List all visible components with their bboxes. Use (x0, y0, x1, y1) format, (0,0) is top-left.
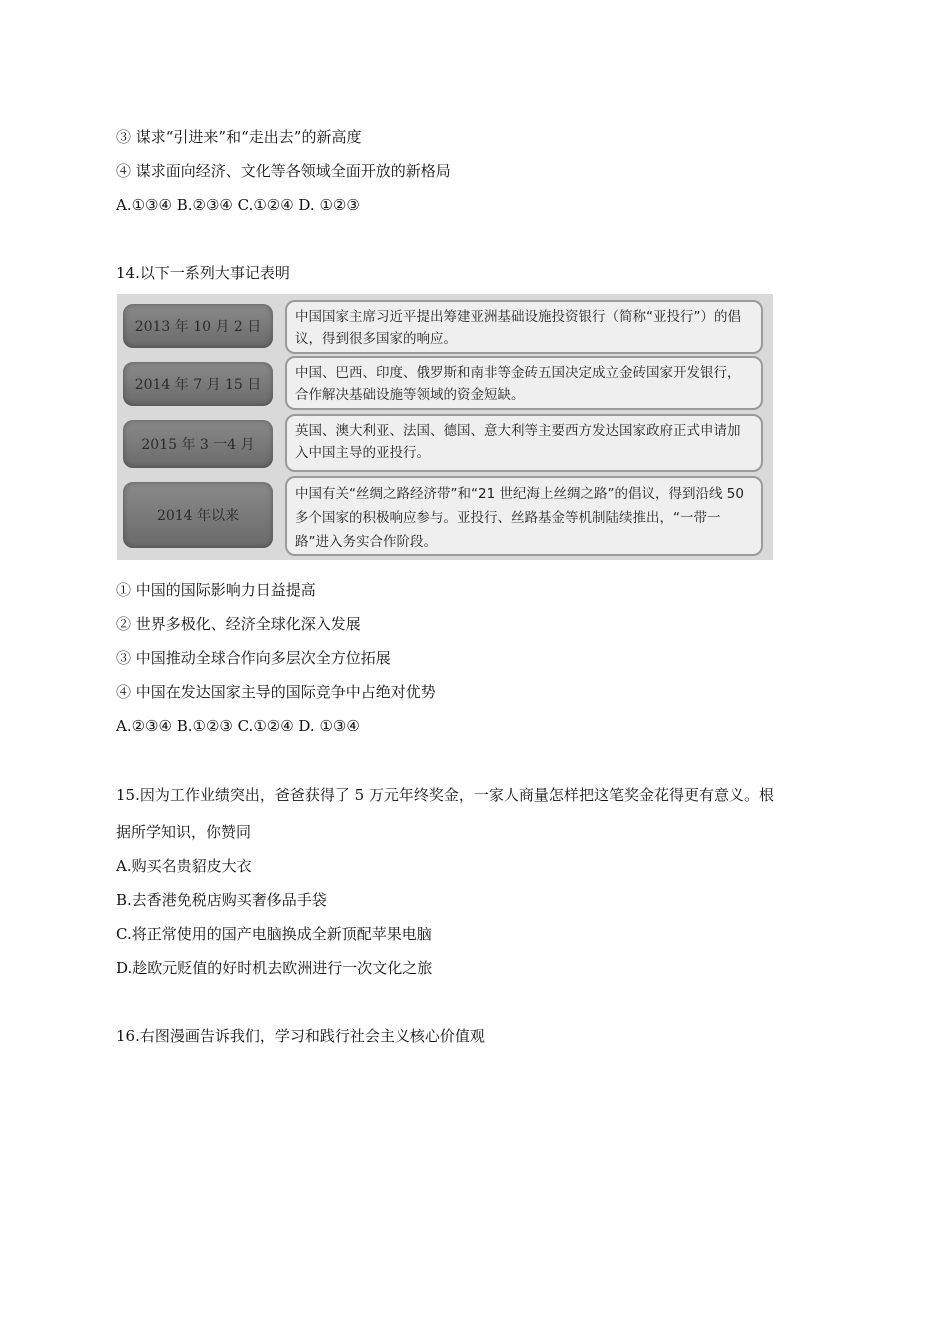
event-date: 2015 年 3 一4 月 (123, 420, 273, 468)
q16-stem: 16.右图漫画告诉我们，学习和践行社会主义核心价值观 (116, 1027, 485, 1045)
event-description: 中国、巴西、印度、俄罗斯和南非等金砖五国决定成立金砖国家开发银行，合作解决基础设施等领域的资金短缺。 (285, 356, 763, 410)
q14-option-1: ① 中国的国际影响力日益提高 (116, 581, 316, 599)
event-description: 中国有关“丝绸之路经济带”和“21 世纪海上丝绸之路”的倡议，得到沿线 50 多个国家的积极响应参与。亚投行、丝路基金等机制陆续推出，“一带一路”进入务实合作阶段。 (285, 476, 763, 556)
event-description: 中国国家主席习近平提出筹建亚洲基础设施投资银行（简称“亚投行”）的倡议，得到很多国家的响应。 (285, 300, 763, 354)
q13-option-3: ③ 谋求“引进来”和“走出去”的新高度 (116, 128, 362, 146)
event-date: 2013 年 10 月 2 日 (123, 304, 273, 348)
q14-answer-choices: A.②③④ B.①②③ C.①②④ D. ①③④ (116, 717, 360, 735)
q15-option-c: C.将正常使用的国产电脑换成全新顶配苹果电脑 (116, 925, 432, 943)
q14-option-2: ② 世界多极化、经济全球化深入发展 (116, 615, 361, 633)
q15-stem-line-1: 15.因为工作业绩突出，爸爸获得了 5 万元年终奖金，一家人商量怎样把这笔奖金花得更有意义。根 (116, 786, 774, 804)
q15-option-a: A.购买名贵貂皮大衣 (116, 857, 252, 875)
q14-option-3: ③ 中国推动全球合作向多层次全方位拓展 (116, 649, 391, 667)
q14-stem: 14.以下一系列大事记表明 (116, 264, 290, 282)
q15-option-b: B.去香港免税店购买奢侈品手袋 (116, 891, 327, 909)
q13-answer-choices: A.①③④ B.②③④ C.①②④ D. ①②③ (116, 196, 360, 214)
q13-option-4: ④ 谋求面向经济、文化等各领域全面开放的新格局 (116, 162, 451, 180)
event-description: 英国、澳大利亚、法国、德国、意大利等主要西方发达国家政府正式申请加入中国主导的亚投行。 (285, 414, 763, 472)
event-date: 2014 年 7 月 15 日 (123, 362, 273, 406)
q15-option-d: D.趁欧元贬值的好时机去欧洲进行一次文化之旅 (116, 959, 433, 977)
q15-stem-line-2: 据所学知识，你赞同 (116, 823, 252, 841)
q14-events-figure (117, 294, 773, 560)
q14-option-4: ④ 中国在发达国家主导的国际竞争中占绝对优势 (116, 683, 436, 701)
event-date: 2014 年以来 (123, 482, 273, 548)
